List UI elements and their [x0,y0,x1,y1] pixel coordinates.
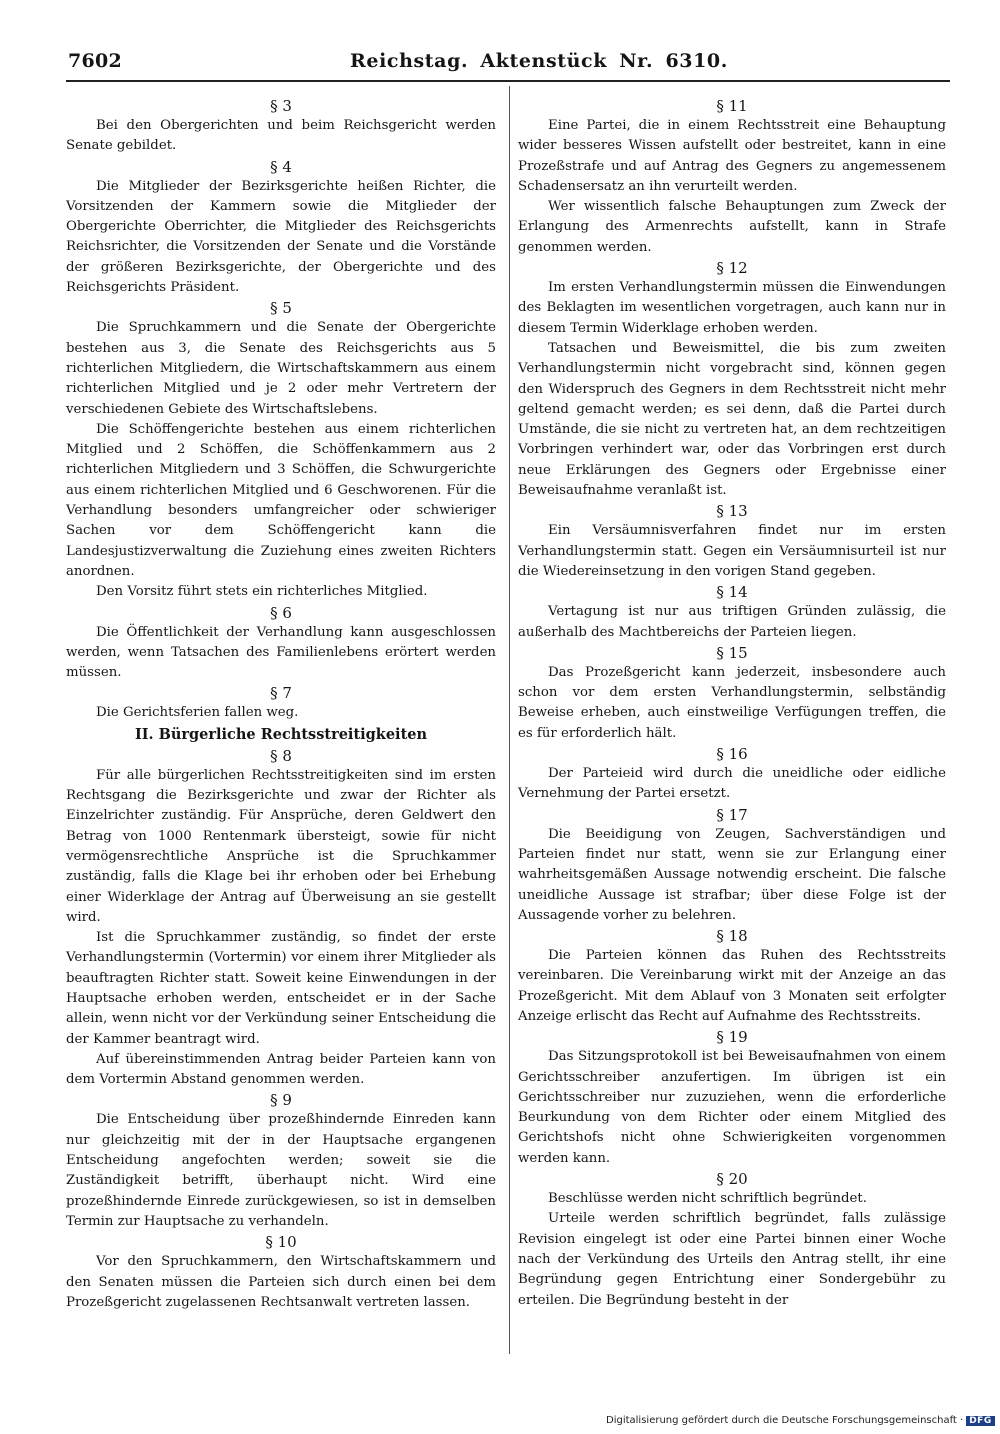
paragraph: Bei den Obergerichten und beim Reichsgericht werden Senate gebildet. [66,118,496,154]
paragraph: Tatsachen und Beweismittel, die bis zum zweiten Verhandlungstermin nicht vorgebracht sind, können gegen den Widerspruch des Gegners in dem Rechtsstreit nicht mehr geltend gemacht werden; es sei denn, daß die Partei durch Umstände, die sie nicht zu vertreten hat, an dem rechtzeitigen Vorbringen verhindert war, oder das Vorbringen erst durch neue Erklärungen des Gegners oder Ergebnisse einer Beweisaufnahme veranlaßt ist. [518,340,946,499]
paragraph: Den Vorsitz führt stets ein richterliches Mitglied. [96,584,428,600]
paragraph: Die Parteien können das Ruhen des Rechtsstreits vereinbaren. Die Vereinbarung wirkt mit der Anzeige an das Prozeßgericht. Mit dem Ablauf von 3 Monaten seit erfolgter Anzeige erlischt das Recht auf Aufnahme des Rechtsstreits. [518,948,946,1024]
page-header [68,46,948,80]
paragraph: Das Prozeßgericht kann jederzeit, insbesondere auch schon vor dem ersten Verhandlungstermin, selbständig Beweise erheben, auch einstweilige Verfügungen treffen, die es für erforderlich hält. [518,664,946,741]
paragraph: Die Schöffengerichte bestehen aus einem richterlichen Mitglied und 2 Schöffen, die Schöffenkammern aus 2 richterlichen Mitgliedern und 3 Schöffen, die Schwurgerichte aus einem richterlichen Mitglied und 6 Geschworenen. Für die Verhandlung besonders umfangreicher oder schwieriger Sachen vor dem Schöffengericht kann die Landesjustizverwaltung die Zuziehung eines zweiten Richters anordnen. [66,421,496,579]
section-heading: § 11 [716,97,748,115]
footer-text: Digitalisierung gefördert durch die Deutsche Forschungsgemeinschaft · [606,1415,964,1426]
paragraph: Der Parteieid wird durch die uneidliche oder eidliche Vernehmung der Partei ersetzt. [518,766,946,802]
section-heading: § 18 [716,927,748,946]
paragraph: Vertagung ist nur aus triftigen Gründen zulässig, die außerhalb des Machtbereichs der Parteien liegen. [518,604,946,640]
section-heading: § 9 [270,1091,292,1110]
paragraph: Urteile werden schriftlich begründet, falls zulässige Revision eingelegt ist oder eine Partei binnen einer Woche nach der Verkündung des Urteils den Antrag stellt, ihr eine Begründung gegen Entrichtung einer Sondergebühr zu erteilen. Die Begründung besteht in der [518,1211,946,1308]
right-column [518,96,946,1311]
part-title: II. Bürgerliche Rechtsstreitigkeiten [134,725,428,743]
paragraph: Ist die Spruchkammer zuständig, so findet der erste Verhandlungstermin (Vortermin) vor einem ihrer Mitglieder als beauftragten Richter statt. Soweit keine Einwendungen in der Hauptsache erhoben werden, entscheidet er in der Sache allein, wenn nicht vor der Verkündung seiner Entscheidung die der Kammer beantragt wird. [66,930,496,1047]
section-heading: § 7 [270,684,292,703]
paragraph: Die Öffentlichkeit der Verhandlung kann ausgeschlossen werden, wenn Tatsachen des Familienlebens erörtert werden müssen. [66,624,496,681]
section-heading: § 8 [270,746,292,765]
section-heading: § 6 [270,603,292,622]
left-column [66,96,496,1313]
paragraph: Im ersten Verhandlungstermin müssen die Einwendungen des Beklagten im wesentlichen vorgetragen, auch kann nur in diesem Termin Widerklage erhoben werden. [518,280,946,336]
paragraph: Auf übereinstimmenden Antrag beider Parteien kann von dem Vortermin Abstand genommen werden. [66,1051,496,1088]
running-head: Reichstag. Aktenstück Nr. 6310. [350,50,728,72]
section-heading: § 17 [716,805,748,824]
section-heading: § 13 [716,502,748,521]
paragraph: Die Beeidigung von Zeugen, Sachverständigen und Parteien findet nur statt, wenn sie zur Erlangung einer wahrheitsgemäßen Aussage notwendig erscheint. Die falsche uneidliche Aussage ist strafbar; über diese Folge ist der Aussagende vorher zu belehren. [518,826,946,923]
paragraph: Beschlüsse werden nicht schriftlich begründet. [548,1191,867,1207]
paragraph: Das Sitzungsprotokoll ist bei Beweisaufnahmen von einem Gerichtsschreiber anzufertigen. Im übrigen ist ein Gerichtsschreiber nur zuzuziehen, wenn die erforderliche Beurkundung von dem Richter oder einem Mitglied des Gerichtshofs nicht ohne Schwierigkeiten vorgenommen werden kann. [518,1049,946,1166]
dfg-logo: DFG [966,1416,995,1426]
section-heading: § 4 [270,157,292,176]
paragraph: Vor den Spruchkammern, den Wirtschaftskammern und den Senaten müssen die Parteien sich durch einen bei dem Prozeßgericht zugelassenen Rechtsanwalt vertreten lassen. [66,1254,496,1310]
section-heading: § 3 [270,97,292,115]
footer-credit [606,1415,995,1426]
column-divider [509,86,510,1354]
header-rule [66,80,950,82]
section-heading: § 14 [716,583,748,602]
paragraph: Die Gerichtsferien fallen weg. [96,705,299,721]
paragraph: Ein Versäumnisverfahren findet nur im ersten Verhandlungstermin statt. Gegen ein Versäumnisurteil ist nur die Wiedereinsetzung in den vorigen Stand gegeben. [518,523,946,579]
section-heading: § 10 [265,1233,297,1252]
section-heading: § 12 [716,259,748,278]
section-heading: § 15 [716,643,748,662]
paragraph: Wer wissentlich falsche Behauptungen zum Zweck der Erlangung des Armenrechts aufstellt, kann in Strafe genommen werden. [518,199,946,255]
section-heading: § 19 [716,1028,748,1047]
section-heading: § 16 [716,745,748,764]
paragraph: Die Spruchkammern und die Senate der Obergerichte bestehen aus 3, die Senate des Reichsgerichts aus 5 richterlichen Mitgliedern, die Wirtschaftskammern aus einem richterlichen Mitglied und je 2 oder mehr Vertretern der verschiedenen Gebiete des Wirtschaftslebens. [66,320,496,417]
paragraph: Eine Partei, die in einem Rechtsstreit eine Behauptung wider besseres Wissen aufstellt oder bestreitet, kann in eine Prozeßstrafe und auf Antrag des Gegners zu angemessenem Schadensersatz an ihn verurteilt werden. [518,118,946,194]
paragraph: Für alle bürgerlichen Rechtsstreitigkeiten sind im ersten Rechtsgang die Bezirksgerichte und zwar der Richter als Einzelrichter zuständig. Für Ansprüche, deren Geldwert den Betrag von 1000 Rentenmark übersteigt, sowie für nicht vermögensrechtliche Ansprüche ist die Spruchkammer zuständig, falls die Klage bei ihr erhoben oder bei Erhebung einer Widerklage der Antrag auf Überweisung an sie gestellt wird. [66,767,496,925]
page-number: 7602 [68,50,123,72]
section-heading: § 5 [270,299,292,318]
paragraph: Die Mitglieder der Bezirksgerichte heißen Richter, die Vorsitzenden der Kammern sowie die Mitglieder der Obergerichte Oberrichter, die Mitglieder des Reichsgerichts Reichsrichter, die Vorsitzenden der Senate und die Vorstände der größeren Bezirksgerichte, der Obergerichte und des Reichsgerichts Präsident. [66,178,496,296]
section-heading: § 20 [716,1170,748,1189]
paragraph: Die Entscheidung über prozeßhindernde Einreden kann nur gleichzeitig mit der in der Hauptsache ergangenen Entscheidung angefochten werden; soweit sie die Zuständigkeit betrifft, überhaupt nicht. Wird eine prozeßhindernde Einrede zurückgewiesen, so ist in demselben Termin zur Hauptsache zu verhandeln. [66,1112,496,1229]
